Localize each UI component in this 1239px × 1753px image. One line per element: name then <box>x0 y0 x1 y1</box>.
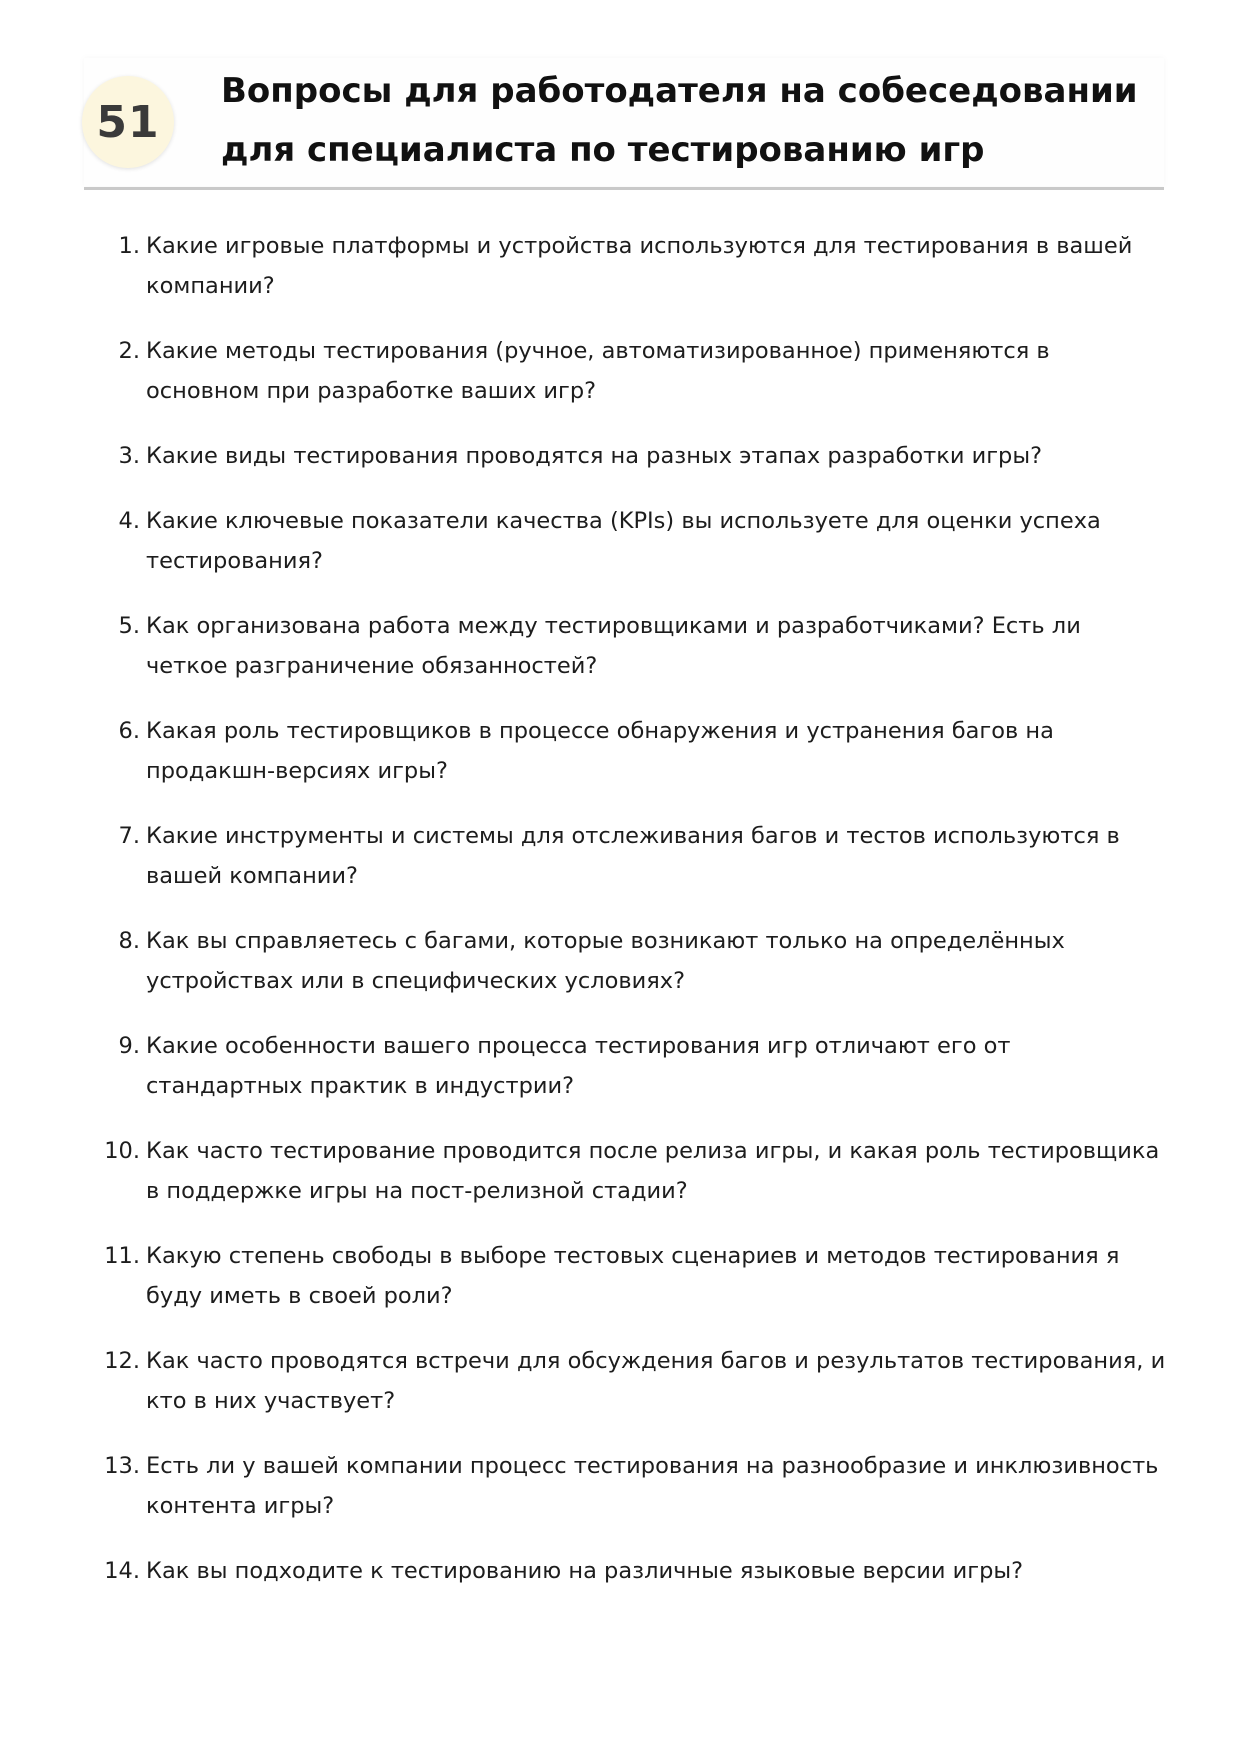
question-number: 7. <box>118 823 140 849</box>
question-item <box>0 1551 1239 1591</box>
question-number: 11. <box>104 1243 140 1269</box>
question-text: Какие особенности вашего процесса тестирования игр отличают его от стандартных практик в индустрии? <box>146 1033 1011 1099</box>
question-number: 4. <box>118 508 140 534</box>
question-text: Какую степень свободы в выборе тестовых сценариев и методов тестирования я буду иметь в своей роли? <box>146 1243 1120 1309</box>
question-item <box>0 501 1239 581</box>
question-text: Какие виды тестирования проводятся на разных этапах разработки игры? <box>146 443 1043 469</box>
page-title: Вопросы для работодателя на собеседовании для специалиста по тестированию игр <box>221 71 1138 170</box>
question-number: 13. <box>104 1453 140 1479</box>
question-number: 5. <box>118 613 140 639</box>
question-number: 14. <box>104 1558 140 1584</box>
question-text: Есть ли у вашей компании процесс тестирования на разнообразие и инклюзивность контента игры? <box>146 1453 1159 1519</box>
question-text: Какие инструменты и системы для отслеживания багов и тестов используются в вашей компании? <box>146 823 1120 889</box>
question-number: 10. <box>104 1138 140 1164</box>
question-text: Какие методы тестирования (ручное, автоматизированное) применяются в основном при разработке ваших игр? <box>146 338 1050 404</box>
question-item <box>0 436 1239 476</box>
question-item <box>0 711 1239 791</box>
question-number: 6. <box>118 718 140 744</box>
question-text: Как вы справляетесь с багами, которые возникают только на определённых устройствах или в специфических условиях? <box>146 928 1065 994</box>
question-item <box>0 331 1239 411</box>
question-text: Какая роль тестировщиков в процессе обнаружения и устранения багов на продакшн-версиях игры? <box>146 718 1054 784</box>
question-item <box>0 1446 1239 1526</box>
question-number: 9. <box>118 1033 140 1059</box>
question-item <box>0 921 1239 1001</box>
question-item <box>0 816 1239 896</box>
question-item <box>0 1026 1239 1106</box>
question-item <box>0 1131 1239 1211</box>
question-text: Как вы подходите к тестированию на различные языковые версии игры? <box>146 1558 1024 1584</box>
questions-list <box>0 226 1239 1616</box>
header-divider <box>84 187 1164 190</box>
question-number: 3. <box>118 443 140 469</box>
question-number: 12. <box>104 1348 140 1374</box>
question-number: 1. <box>118 233 140 259</box>
question-item <box>0 606 1239 686</box>
question-number: 2. <box>118 338 140 364</box>
question-text: Какие ключевые показатели качества (KPIs) вы используете для оценки успеха тестирования? <box>146 508 1101 574</box>
question-item <box>0 1341 1239 1421</box>
question-item <box>0 1236 1239 1316</box>
question-text: Какие игровые платформы и устройства используются для тестирования в вашей компании? <box>146 233 1133 299</box>
question-text: Как часто проводятся встречи для обсуждения багов и результатов тестирования, и кто в них участвует? <box>146 1348 1166 1414</box>
question-number: 8. <box>118 928 140 954</box>
question-text: Как часто тестирование проводится после релиза игры, и какая роль тестировщика в поддержке игры на пост-релизной стадии? <box>146 1138 1160 1204</box>
question-item <box>0 226 1239 306</box>
section-number-badge: 51 <box>82 76 174 168</box>
question-text: Как организована работа между тестировщиками и разработчиками? Есть ли четкое разграничение обязанностей? <box>146 613 1081 679</box>
